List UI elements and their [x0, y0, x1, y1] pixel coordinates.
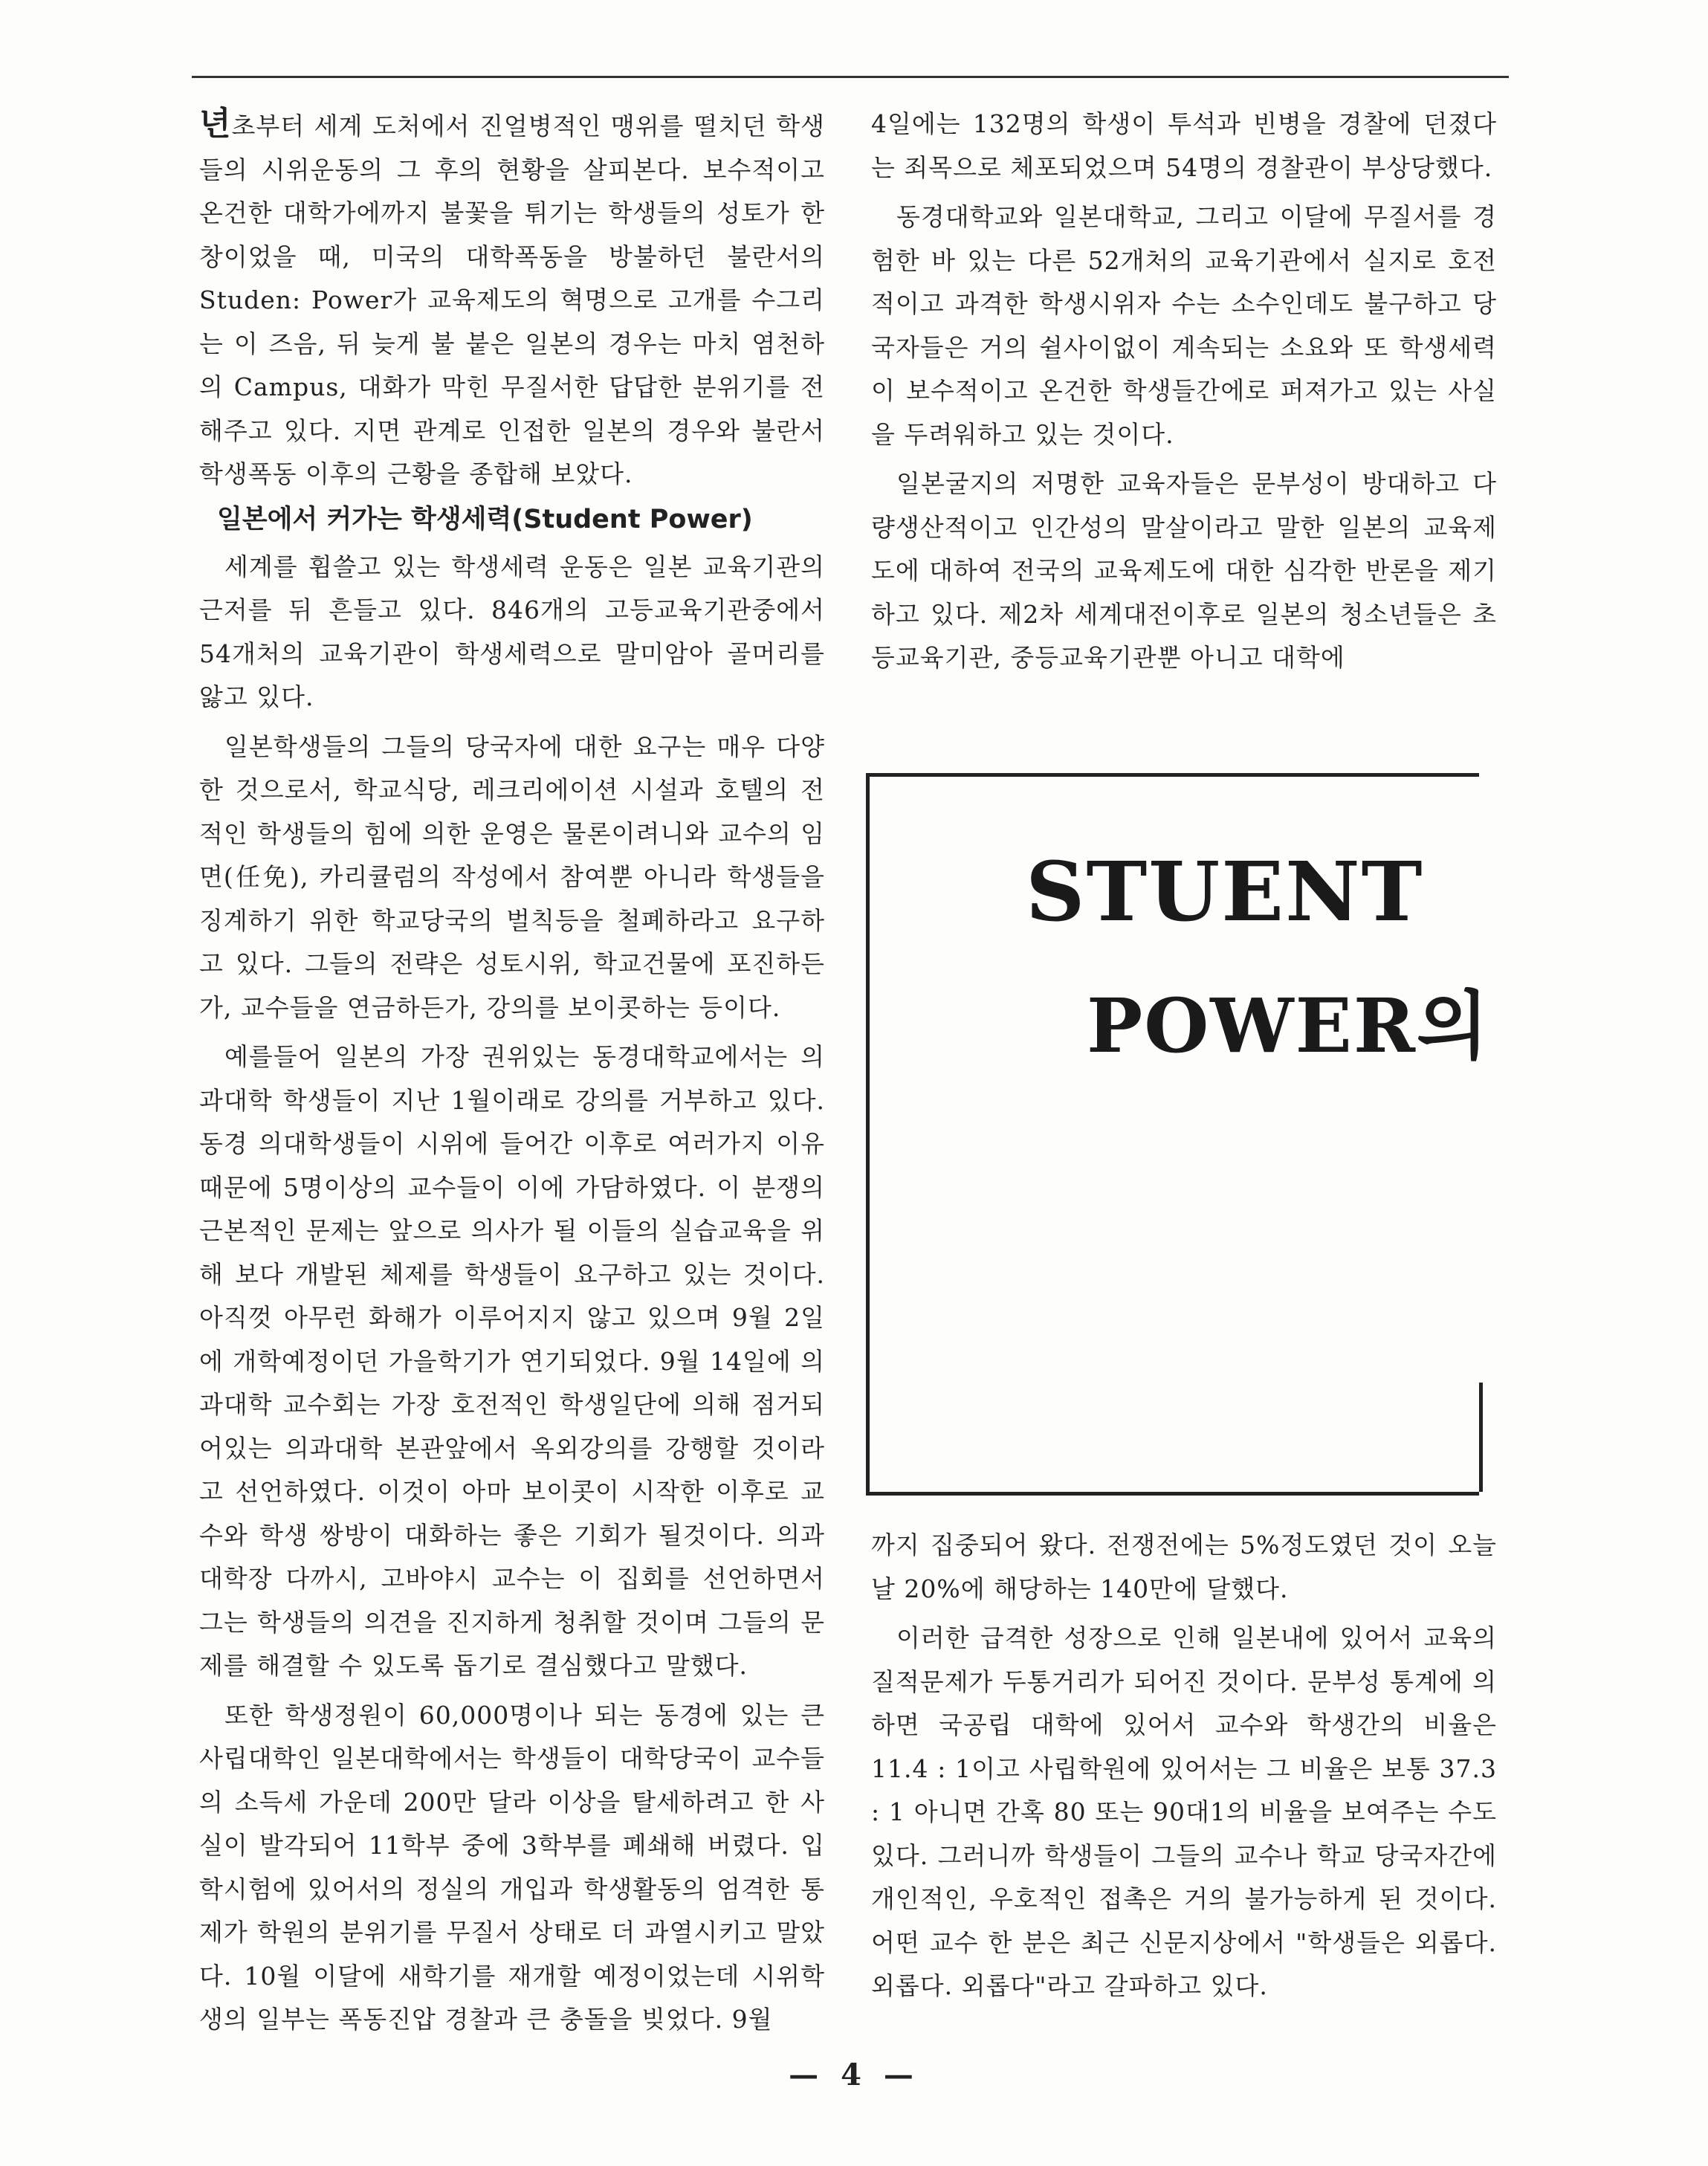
left-paragraph-2: 일본학생들의 그들의 당국자에 대한 요구는 매우 다양한 것으로서, 학교식당, 레크리에이션 시설과 호텔의 전적인 학생들의 힘에 의한 운영은 물론이려니와 교수의 임면(任免), 카리큘럼의 작성에서 참여뿐 아니라 학생들을 징계하기 위한 학교당국의 벌칙등을 철폐하라고 요구하고 있다. 그들의 전략은 성토시위, 학교건물에 포진하든가, 교수들을 연금하든가, 강의를 보이콧하는 등이다.	[199, 731, 825, 1022]
right-bottom-paragraph-2: 이러한 급격한 성장으로 인해 일본내에 있어서 교육의 질적문제가 두통거리가 되어진 것이다. 문부성 통계에 의하면 국공립 대학에 있어서 교수와 학생간의 비율은 11.4 : 1이고 사립학원에 있어서는 그 비율은 보통 37.3 : 1 아니면 간혹 80 또는 90대1의 비율을 보여주는 수도 있다. 그러니까 학생들이 그들의 교수나 학교 당국자간에 개인적인, 우호적인 접촉은 거의 불가능하게 된 것이다. 어떤 교수 한 분은 최근 신문지상에서 "학생들은 외롭다. 외롭다. 외롭다"라고 갈파하고 있다.	[871, 1623, 1497, 2000]
right-column-top	[871, 103, 1497, 680]
intro-text: 초부터 세계 도처에서 진얼병적인 맹위를 떨치던 학생들의 시위운동의 그 후의 현황을 살피본다. 보수적이고 온건한 대학가에까지 불꽃을 튀기는 학생들의 성토가 한창이었을 때, 미국의 대학폭동을 방불하던 불란서의 Studen: Power가 교육제도의 혁명으로 고개를 수그리는 이 즈음, 뒤 늦게 불 붙은 일본의 경우는 마치 염천하의 Campus, 대화가 막힌 무질서한 답답한 분위기를 전해주고 있다. 지면 관계로 인접한 일본의 경우와 불란서 학생폭동 이후의 근황을 종합해 보았다.	[199, 111, 825, 488]
intro-paragraph	[199, 103, 825, 497]
page-number: — 4 —	[789, 2057, 919, 2092]
title-box-right-edge	[1479, 1383, 1483, 1492]
title-line-2: POWER의	[1087, 982, 1490, 1070]
right-paragraph-1: 4일에는 132명의 학생이 투석과 빈병을 경찰에 던졌다는 죄목으로 체포되었으며 54명의 경찰관이 부상당했다.	[871, 109, 1497, 182]
section-heading: 일본에서 커가는 학생세력(Student Power)	[217, 504, 753, 534]
right-bottom-paragraph-1: 까지 집중되어 왔다. 전쟁전에는 5%정도였던 것이 오늘날 20%에 해당하는 140만에 달했다.	[871, 1530, 1497, 1603]
drop-cap: 년	[199, 105, 232, 143]
right-column-bottom	[871, 1524, 1497, 2008]
left-paragraph-3: 예를들어 일본의 가장 권위있는 동경대학교에서는 의과대학 학생들이 지난 1월이래로 강의를 거부하고 있다. 동경 의대학생들이 시위에 들어간 이후로 여러가지 이유때문에 5명이상의 교수들이 이에 가담하였다. 이 분쟁의 근본적인 문제는 앞으로 의사가 될 이들의 실습교육을 위해 보다 개발된 체제를 학생들이 요구하고 있는 것이다. 아직껏 아무런 화해가 이루어지지 않고 있으며 9월 2일에 개학예정이던 가을학기가 연기되었다. 9월 14일에 의과대학 교수회는 가장 호전적인 학생일단에 의해 점거되어있는 의과대학 본관앞에서 옥외강의를 강행할 것이라고 선언하였다. 이것이 아마 보이콧이 시작한 이후로 교수와 학생 쌍방이 대화하는 좋은 기회가 될것이다. 의과대학장 다까시, 고바야시 교수는 이 집회를 선언하면서 그는 학생들의 의견을 진지하게 청취할 것이며 그들의 문제를 해결할 수 있도록 돕기로 결심했다고 말했다.	[199, 1042, 825, 1680]
title-line-1: STUENT	[1026, 844, 1424, 940]
right-paragraph-3: 일본굴지의 저명한 교육자들은 문부성이 방대하고 다량생산적이고 인간성의 말살이라고 말한 일본의 교육제도에 대하여 전국의 교육제도에 대한 심각한 반론을 제기하고 있다. 제2차 세계대전이후로 일본의 청소년들은 초등교육기관, 중등교육기관뿐 아니고 대학에	[871, 469, 1497, 672]
left-paragraph-4: 또한 학생정원이 60,000명이나 되는 동경에 있는 큰 사립대학인 일본대학에서는 학생들이 대학당국이 교수들의 소득세 가운데 200만 달라 이상을 탈세하려고 한 사실이 발각되어 11학부 중에 3학부를 폐쇄해 버렸다. 입학시험에 있어서의 정실의 개입과 학생활동의 엄격한 통제가 학원의 분위기를 무질서 상태로 더 과열시키고 말았다. 10월 이달에 새학기를 재개할 예정이었는데 시위학생의 일부는 폭동진압 경찰과 큰 충돌을 빚었다. 9월	[199, 1700, 825, 2034]
right-paragraph-2: 동경대학교와 일본대학교, 그리고 이달에 무질서를 경험한 바 있는 다른 52개처의 교육기관에서 실지로 호전적이고 과격한 학생시위자 수는 소수인데도 불구하고 당국자들은 거의 쉴사이없이 계속되는 소요와 또 학생세력이 보수적이고 온건한 학생들간에로 퍼져가고 있는 사실을 두려워하고 있는 것이다.	[871, 202, 1497, 449]
top-rule	[192, 76, 1509, 78]
left-paragraph-1: 세계를 휩쓸고 있는 학생세력 운동은 일본 교육기관의 근저를 뒤 흔들고 있다. 846개의 고등교육기관중에서 54개처의 교육기관이 학생세력으로 말미암아 골머리를 앓고 있다.	[199, 552, 825, 711]
left-column	[199, 103, 825, 2042]
